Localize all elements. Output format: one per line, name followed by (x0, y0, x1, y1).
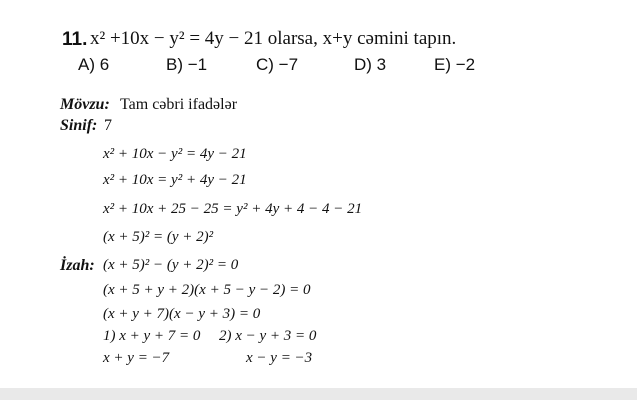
case-1-result: x + y = −7 (103, 350, 170, 366)
explanation-label: İzah: (60, 257, 95, 274)
explanation-line-2: (x + 5 + y + 2)(x + 5 − y − 2) = 0 (103, 282, 311, 298)
option-c[interactable]: C) −7 (256, 55, 299, 74)
question-number: 11. (62, 29, 88, 50)
question-text: x² +10x − y² = 4y − 21 olarsa, x+y cəmini tapın. (90, 28, 457, 49)
solution-step-3: x² + 10x + 25 − 25 = y² + 4y + 4 − 4 − 21 (103, 201, 363, 217)
grade-label: Sinif: (60, 117, 98, 134)
option-a[interactable]: A) 6 (78, 55, 110, 74)
topic-label: Mövzu: (60, 96, 110, 113)
explanation-line-1: (x + 5)² − (y + 2)² = 0 (103, 257, 239, 273)
bottom-bar (0, 388, 637, 400)
grade-value: 7 (104, 117, 112, 134)
option-d[interactable]: D) 3 (354, 55, 387, 74)
solution-step-1: x² + 10x − y² = 4y − 21 (103, 146, 247, 162)
option-e[interactable]: E) −2 (434, 55, 476, 74)
case-2-result: x − y = −3 (246, 350, 313, 366)
solution-step-2: x² + 10x = y² + 4y − 21 (103, 172, 247, 188)
explanation-line-3: (x + y + 7)(x − y + 3) = 0 (103, 306, 261, 322)
option-b[interactable]: B) −1 (166, 55, 208, 74)
solution-step-4: (x + 5)² = (y + 2)² (103, 229, 214, 245)
case-2-equation: 2) x − y + 3 = 0 (219, 328, 317, 344)
case-1-equation: 1) x + y + 7 = 0 (103, 328, 201, 344)
topic-value: Tam cəbri ifadələr (120, 96, 238, 113)
